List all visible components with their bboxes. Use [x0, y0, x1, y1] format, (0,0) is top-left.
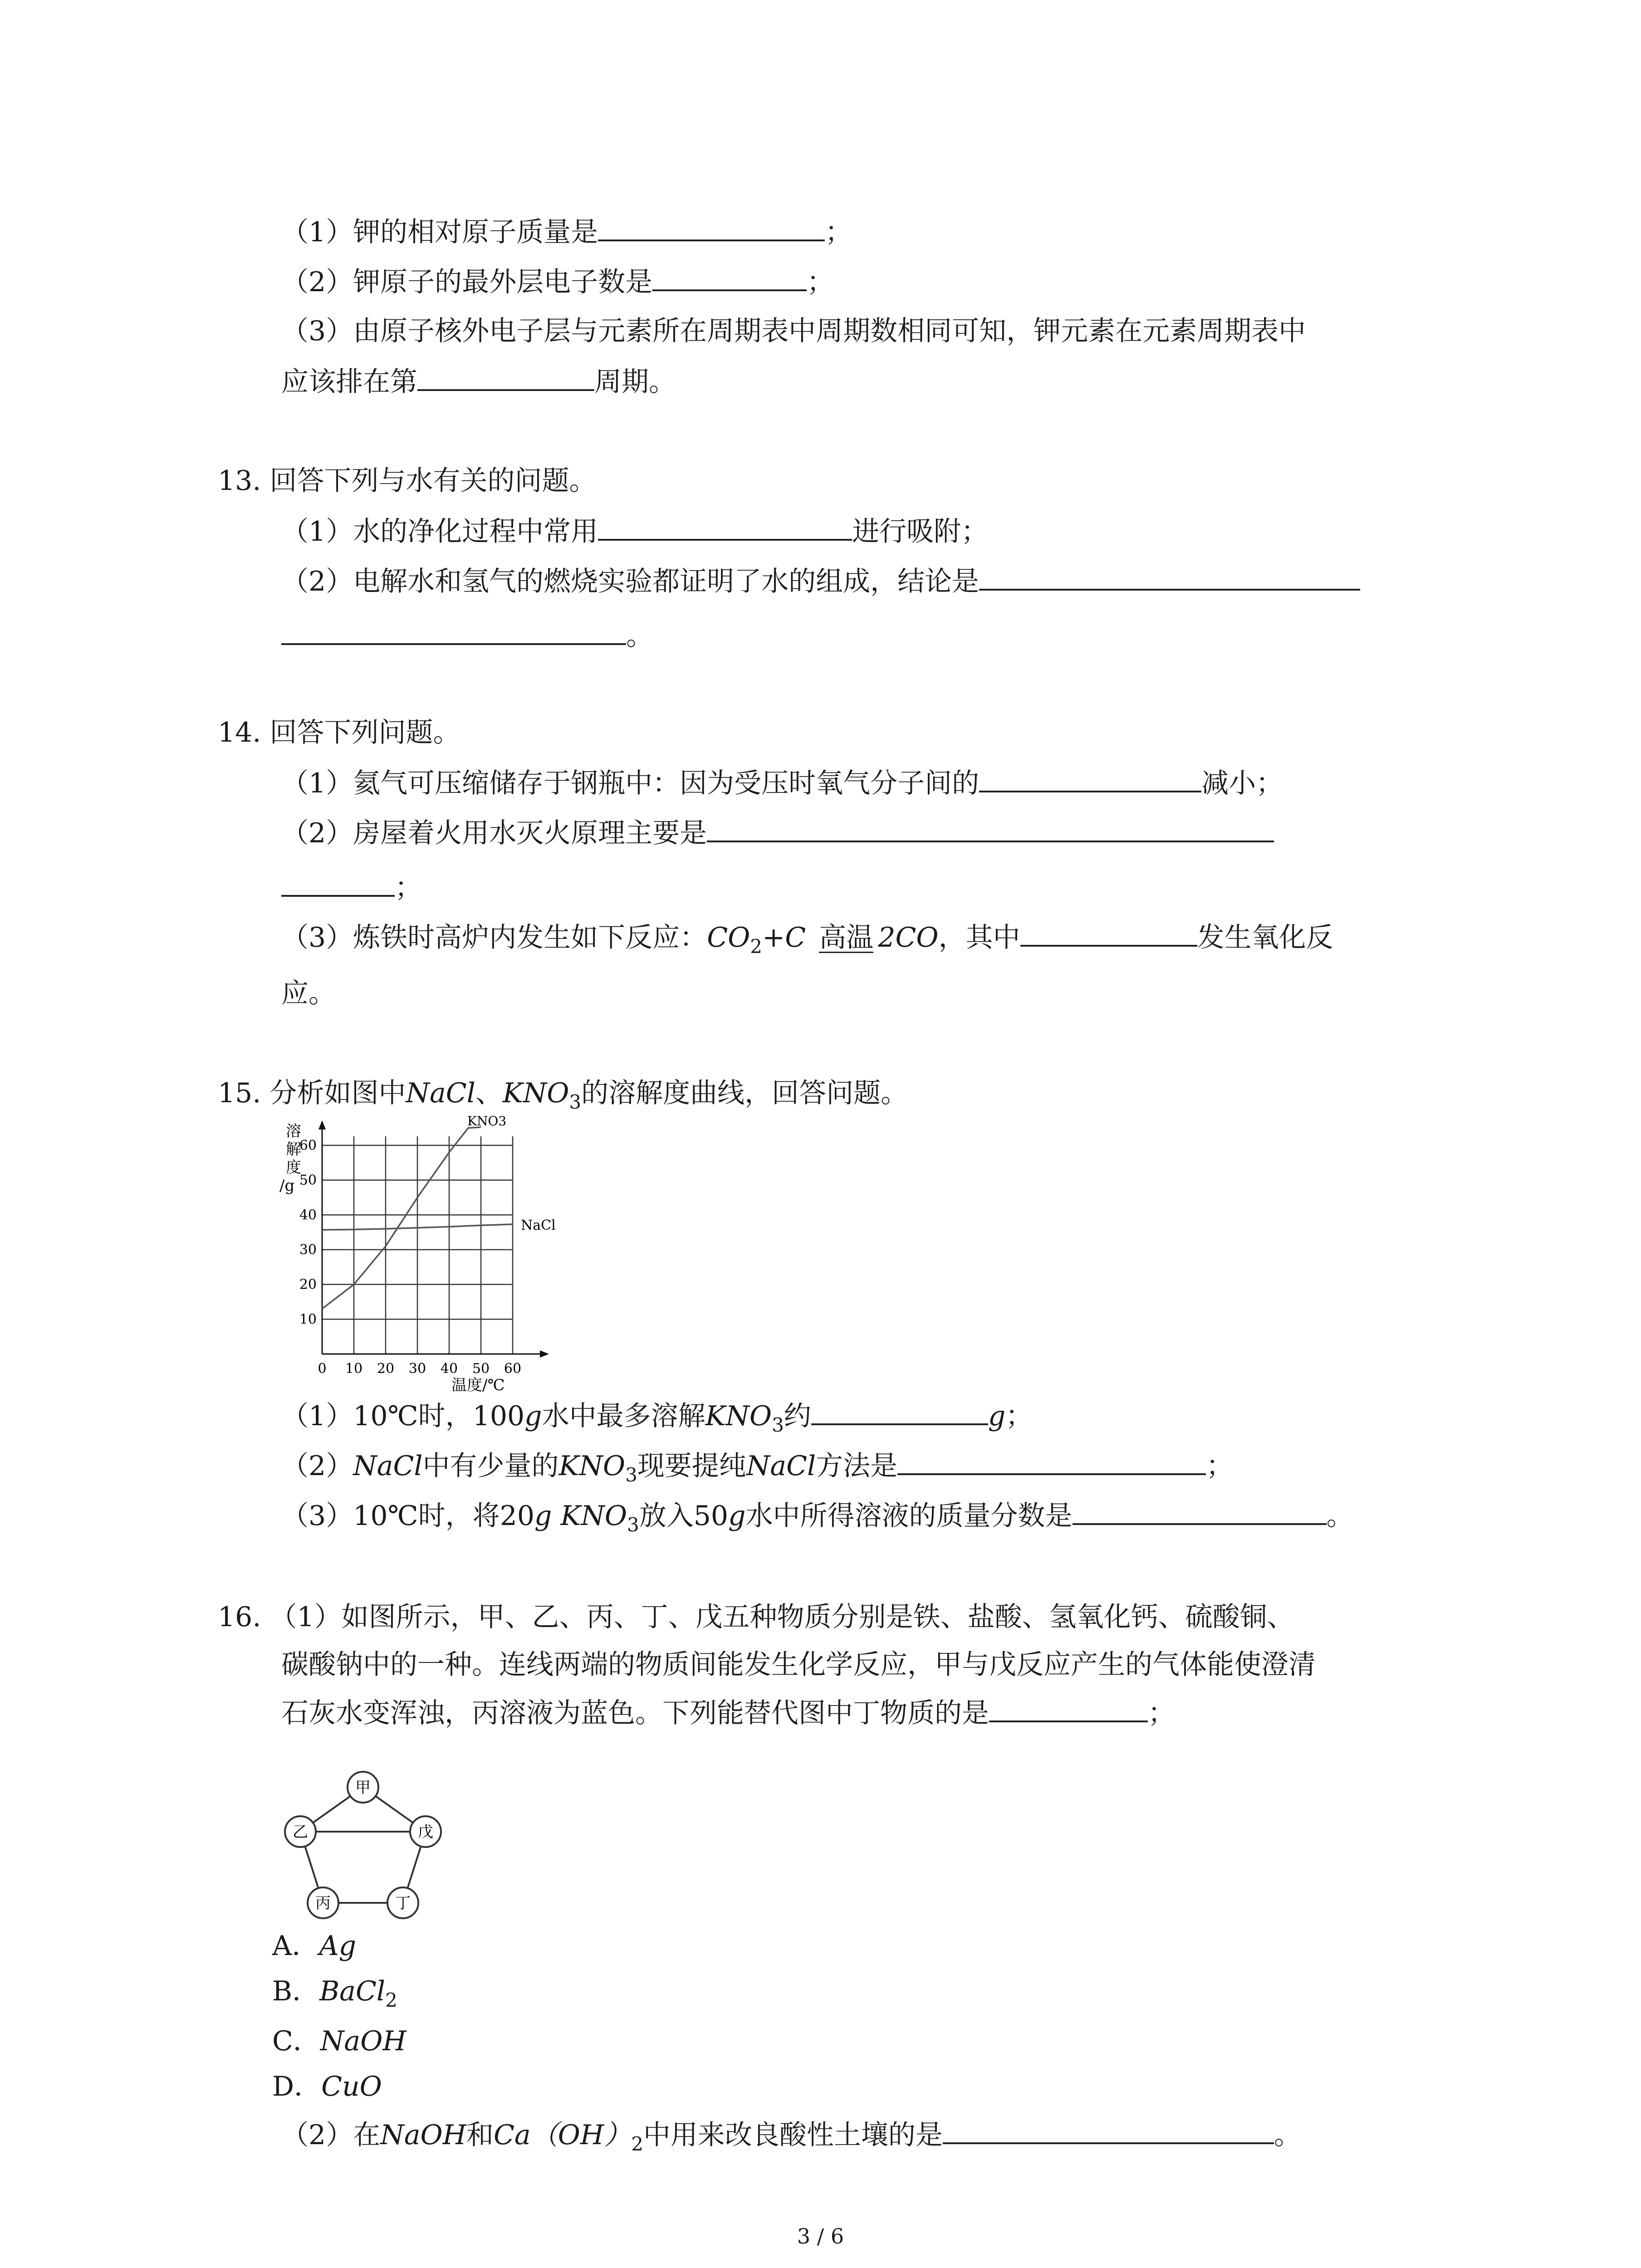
option-b[interactable]: B．BaCl$_2$ [272, 1975, 397, 2011]
q12-part3a: （3）由原子核外电子层与元素所在周期表中周期数相同可知，钾元素在元素周期表中 [281, 315, 1306, 347]
answer-blank[interactable] [1020, 919, 1197, 947]
x-tick-label: 0 [318, 1361, 327, 1377]
reaction-condition: 高温 [819, 922, 874, 953]
node-bing [308, 1887, 338, 1918]
x-tick-label: 60 [504, 1361, 522, 1377]
answer-blank[interactable] [417, 363, 594, 391]
answer-blank[interactable] [1073, 1497, 1327, 1525]
x-tick-label: 50 [472, 1361, 490, 1377]
svg-text:/g: /g [279, 1177, 295, 1195]
chart-ticks [299, 1138, 521, 1377]
y-axis-arrow [318, 1120, 326, 1129]
q13-part1: （1）水的净化过程中常用 进行吸附； [281, 513, 988, 550]
x-axis-arrow [540, 1350, 549, 1358]
node-wu [410, 1816, 441, 1847]
answer-blank[interactable] [943, 2116, 1274, 2144]
q15-part3: （3）10℃时，将20g $KNO_3$放入50g水中所得溶液的质量分数是 。 [281, 1497, 1354, 1543]
y-tick-label: 10 [299, 1311, 317, 1328]
q15-part1: （1）10℃时，100g水中最多溶解$KNO_3$约 g； [281, 1397, 1033, 1443]
y-tick-label: 30 [299, 1242, 317, 1258]
x-tick-label: 20 [377, 1361, 395, 1377]
answer-blank[interactable] [598, 213, 825, 241]
svg-text:戊: 戊 [418, 1823, 433, 1841]
option-a[interactable]: A．Ag [272, 1930, 357, 1962]
q16-part1-line2: 碳酸钠中的一种。连线两端的物质间能发生化学反应，甲与戊反应产生的气体能使澄清 [281, 1649, 1316, 1681]
answer-blank[interactable] [811, 1397, 988, 1425]
q12-part3b: 应该排在第 周期。 [281, 363, 676, 400]
q15-stem: 15. 分析如图中NaCl、$KNO_3$的溶解度曲线，回答问题。 [218, 1077, 908, 1113]
q14-part1: （1）氦气可压缩储存于钢瓶中：因为受压时氧气分子间的 减小； [281, 764, 1283, 802]
q14-part2: （2）房屋着火用水灭火原理主要是 [281, 814, 1274, 851]
series-line-kno3 [322, 1127, 481, 1309]
answer-blank[interactable] [281, 617, 626, 645]
answer-blank[interactable] [707, 814, 1274, 842]
q13-part2-cont: 。 [281, 617, 653, 654]
q14-stem: 14. 回答下列问题。 [218, 717, 460, 748]
q16-part1-line1: 16. （1）如图所示，甲、乙、丙、丁、戊五种物质分别是铁、盐酸、氢氧化钙、硫酸铜、 [218, 1601, 1294, 1633]
solubility-chart [272, 1116, 590, 1397]
series-label: KNO3 [467, 1116, 507, 1129]
option-c[interactable]: C．NaOH [272, 2025, 407, 2057]
option-d[interactable]: D．CuO [272, 2071, 382, 2102]
q13-stem: 13. 回答下列与水有关的问题。 [218, 465, 597, 497]
node-ding [387, 1887, 418, 1918]
svg-text:溶: 溶 [286, 1122, 301, 1140]
y-tick-label: 40 [299, 1207, 317, 1223]
svg-text:度: 度 [286, 1158, 301, 1177]
q14-part2-cont: ； [281, 869, 422, 906]
x-tick-label: 10 [345, 1361, 363, 1377]
y-axis-title [279, 1122, 301, 1195]
svg-text:甲: 甲 [355, 1779, 371, 1797]
chart-grid [318, 1120, 549, 1358]
reaction-pentagon-diagram [272, 1760, 463, 1923]
svg-text:丙: 丙 [315, 1894, 331, 1912]
answer-blank[interactable] [652, 263, 807, 291]
y-tick-label: 60 [299, 1138, 317, 1154]
answer-blank[interactable] [897, 1447, 1206, 1475]
node-jia [348, 1772, 378, 1803]
answer-blank[interactable] [598, 513, 852, 541]
q13-part2: （2）电解水和氢气的燃烧实验都证明了水的组成，结论是 [281, 562, 1360, 600]
q16-part2: （2）在NaOH和$Ca(OH)_2$中用来改良酸性土壤的是 。 [281, 2116, 1301, 2162]
q15-part2: （2）NaCl中有少量的$KNO_3$现要提纯NaCl方法是 ； [281, 1447, 1233, 1493]
x-tick-label: 40 [440, 1361, 458, 1377]
q12-part1: （1）钾的相对原子质量是 ； [281, 213, 852, 250]
y-tick-label: 20 [299, 1276, 317, 1293]
answer-blank[interactable] [979, 562, 1360, 591]
y-tick-label: 50 [299, 1172, 317, 1188]
x-axis-title: 温度/℃ [451, 1376, 505, 1394]
page-number: 3 / 6 [797, 2224, 844, 2248]
q14-part3: （3）炼铁时高炉内发生如下反应：$CO_2+C$ 高温 2CO，其中 发生氧化反 [281, 919, 1333, 965]
answer-blank[interactable] [281, 869, 395, 897]
q14-part3-cont: 应。 [281, 978, 336, 1009]
q16-part1-line3: 石灰水变浑浊，丙溶液为蓝色。下列能替代图中丁物质的是 ； [281, 1694, 1175, 1731]
node-yi [285, 1816, 316, 1847]
x-tick-label: 30 [408, 1361, 426, 1377]
q12-part2: （2）钾原子的最外层电子数是 ； [281, 263, 834, 300]
svg-text:解: 解 [286, 1140, 301, 1158]
svg-text:乙: 乙 [293, 1823, 308, 1841]
series-label: NaCl [521, 1217, 556, 1234]
svg-text:丁: 丁 [395, 1894, 411, 1912]
answer-blank[interactable] [979, 764, 1201, 792]
answer-blank[interactable] [989, 1694, 1148, 1722]
